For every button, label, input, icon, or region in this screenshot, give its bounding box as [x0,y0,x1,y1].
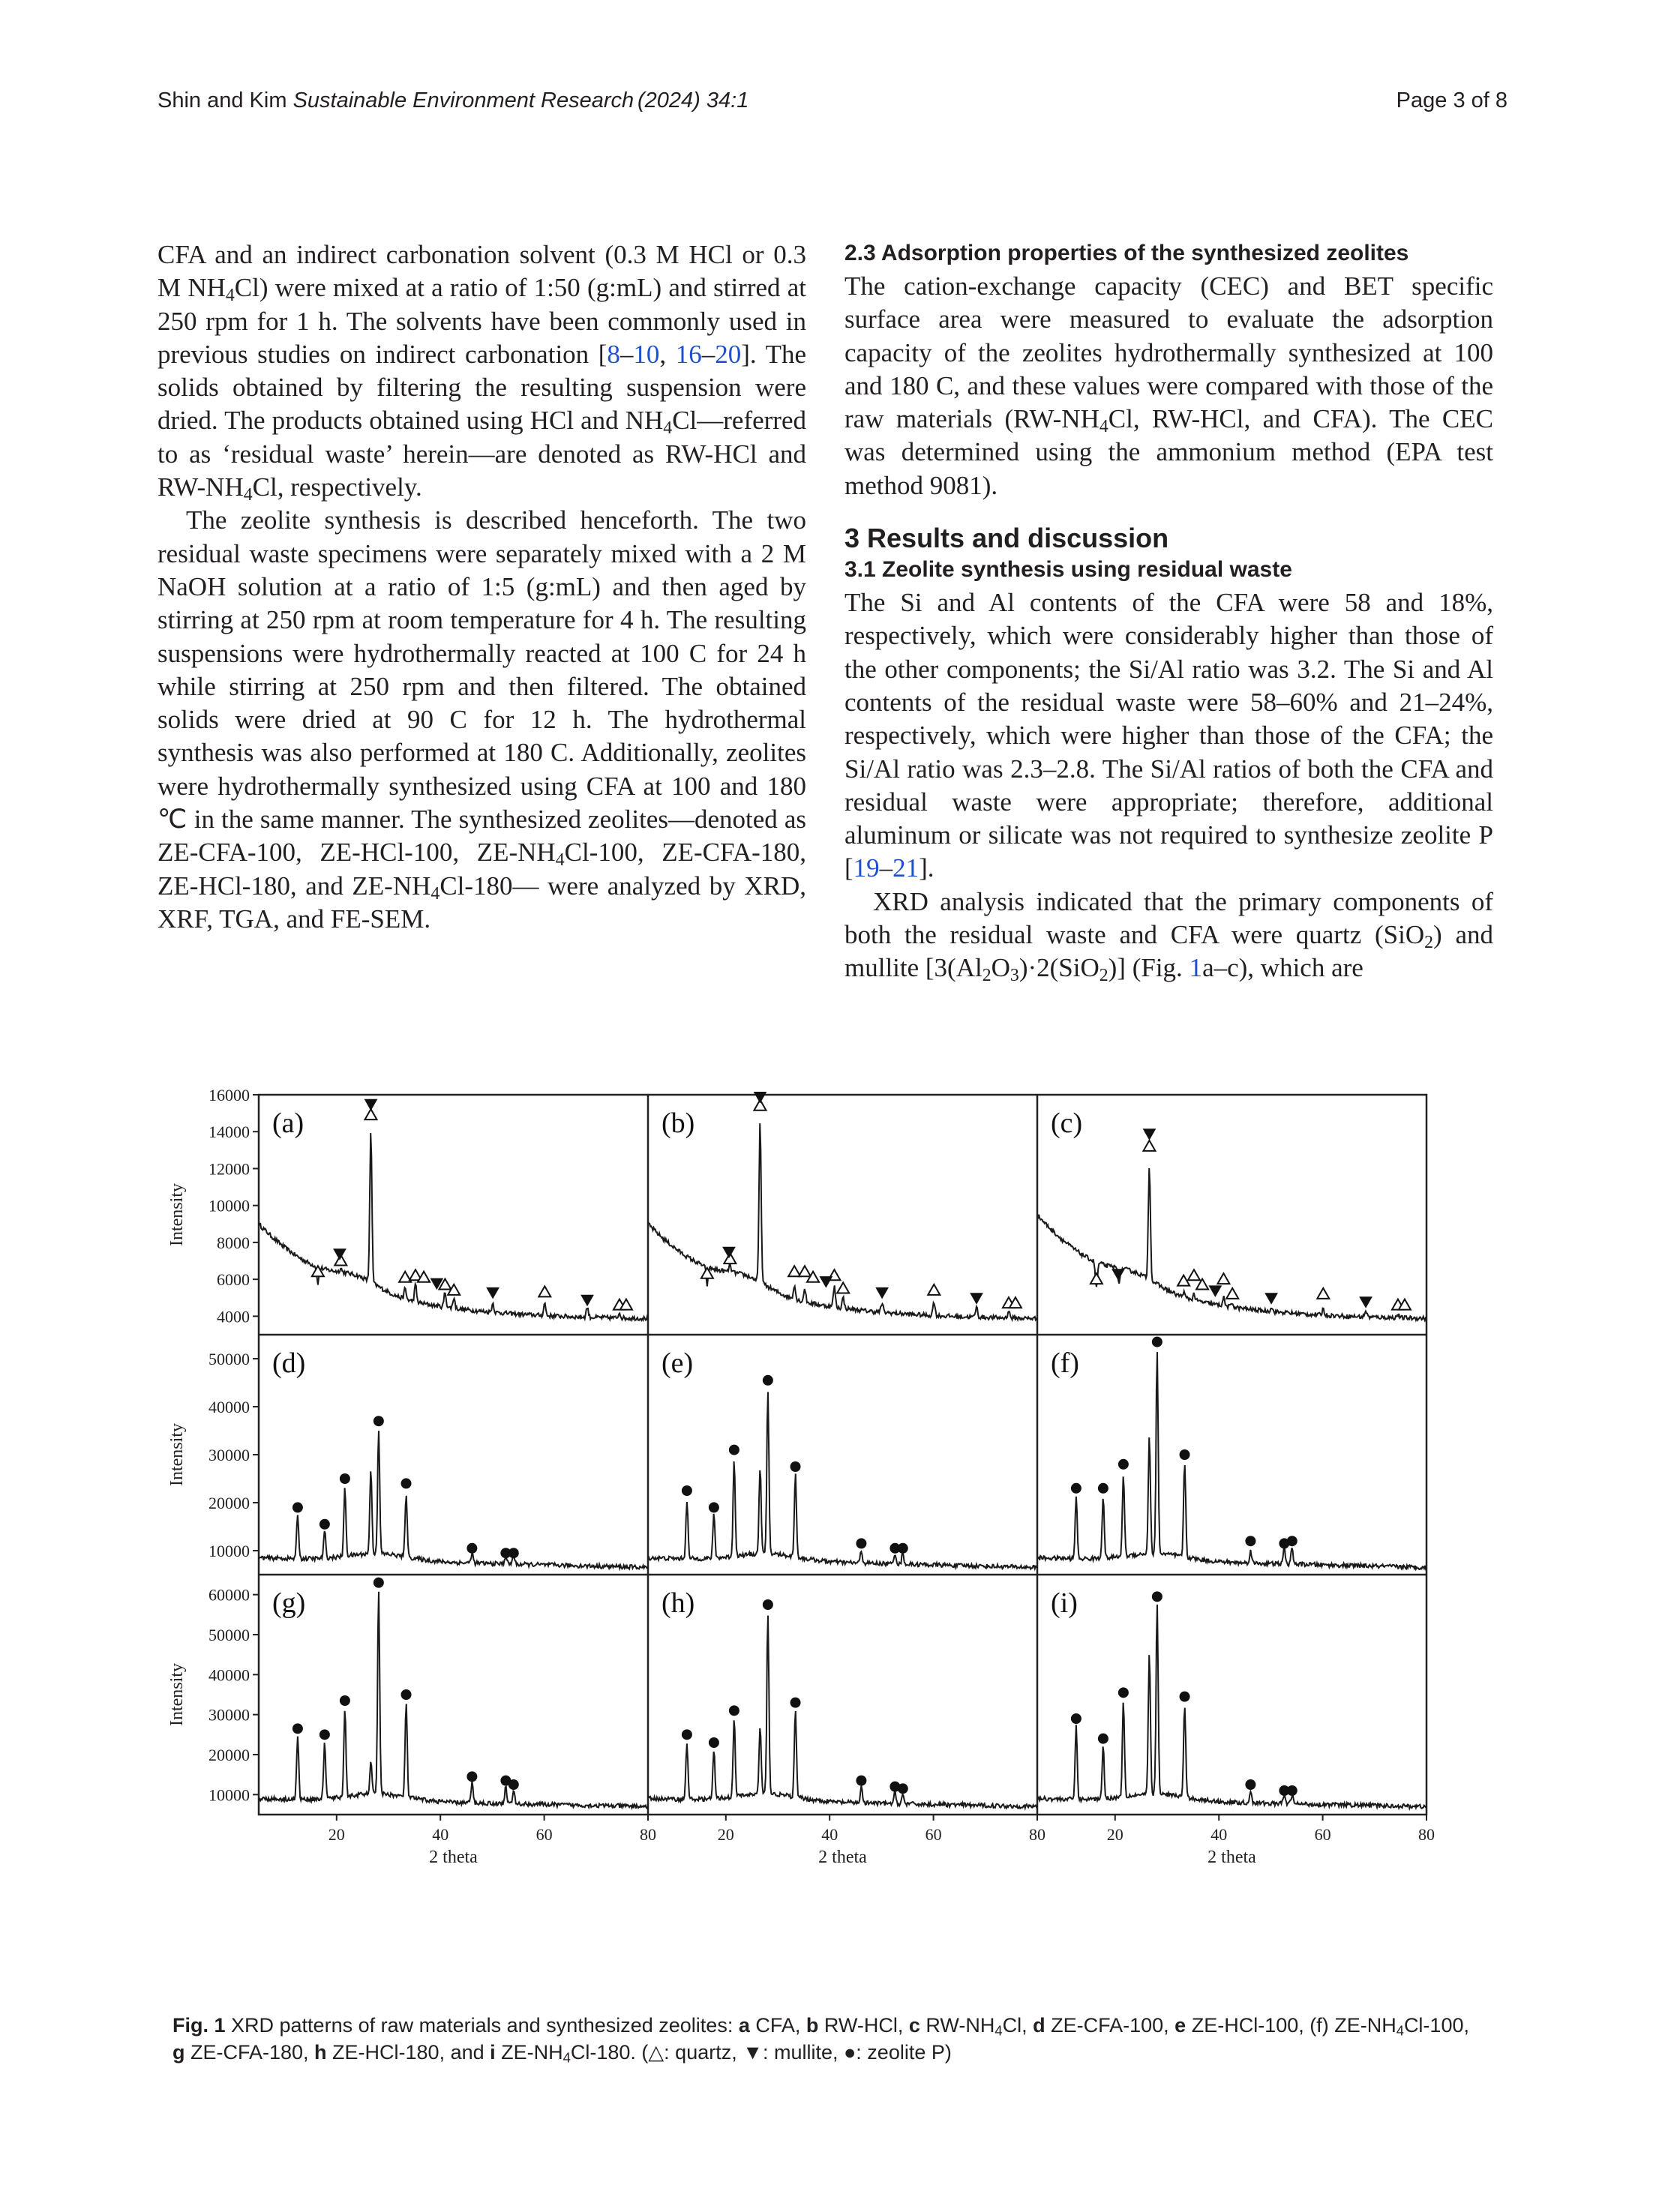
y-tick-label: 14000 [208,1122,250,1142]
running-header [158,88,1508,118]
xrd-pattern-line [259,1431,648,1569]
citation-link[interactable]: 21 [892,853,920,883]
zeolite-p-marker [1071,1713,1082,1724]
x-tick-label: 40 [1210,1825,1228,1844]
xrd-pattern-line [1037,1605,1426,1809]
x-tick-label: 20 [717,1825,734,1844]
zeolite-p-marker [729,1445,740,1455]
mullite-marker [876,1287,888,1298]
zeolite-p-marker [320,1519,330,1530]
zeolite-p-marker [856,1538,866,1548]
citation-link[interactable]: 10 [633,339,660,369]
figure-caption: Fig. 1 XRD patterns of raw materials and synthesized zeolites: a CFA, b RW-HCl, c $RW-NH_4Cl$, d ZE-CFA-100, e ZE-HCl-100, (f) $ZE-NH_4Cl-100$, g ZE-CFA-180, h ZE-HCl-180, and i $ZE-NH_4Cl-180$. (△: quartz, ▼: mullite, ●: zeolite P) [172,2014,1469,2066]
zeolite-p-marker [1152,1591,1162,1602]
panel-label: (b) [662,1107,695,1139]
paragraph-si-al-contents: The Si and Al contents of the CFA were 58 and 18%, respectively, which were considerably higher than those of the other components; the Si/Al ratio was 3.2. The Si and Al contents of the residual waste were 58–60% and 21–24%, respectively, which were higher than those of the CFA; the Si/Al ratio was 2.3–2.8. The Si/Al ratios of both the CFA and residual waste were appropriate; therefore, additional aluminum or silicate was not required to synthesize zeolite P [19–21]. [844,588,1493,883]
paragraph-zeolite-synthesis: The zeolite synthesis is described henceforth. The two residual waste specimens were separately mixed with a 2 M NaOH solution at a ratio of 1:5 (g:mL) and then aged by stirring at 250 rpm at room temperature for 4 h. The resulting suspensions were hydrothermally reacted at 100 C for 24 h while stirring at 250 rpm and then filtered. The obtained solids were dried at 90 C for 12 h. The hydrothermal synthesis was also performed at 180 C. Additionally, zeolites were hydrothermally synthesized using CFA at 100 and 180 ℃ in the same manner. The synthesized zeolites—denoted as ZE-CFA-100, ZE-HCl-100, $ZE-NH_4Cl-100$, ZE-CFA-180, ZE-HCl-180, and $ZE-NH_4Cl-180—$ were analyzed by XRD, XRF, TGA, and FE-SEM. [158,505,807,934]
plot-frame [259,1095,1426,1815]
zeolite-p-marker [401,1689,412,1700]
y-tick-label: 40000 [208,1665,250,1685]
zeolite-p-marker [1180,1449,1190,1460]
zeolite-p-marker [1245,1536,1256,1546]
mullite-marker [581,1295,593,1305]
zeolite-p-marker [682,1485,692,1496]
zeolite-p-marker [508,1779,519,1790]
zeolite-p-marker [763,1375,773,1386]
zeolite-p-marker [1287,1785,1298,1796]
y-tick-label: 10000 [208,1785,250,1805]
quartz-symbol: △ [648,2041,664,2064]
zeolite-p-marker [709,1737,719,1748]
quartz-marker [1090,1273,1102,1284]
x-tick-label: 60 [1314,1825,1331,1844]
zeolite-p-marker [292,1502,303,1512]
zeolite-p-marker [1152,1337,1162,1347]
xrd-pattern-line [259,1592,648,1809]
xrd-pattern-line [648,1616,1037,1809]
quartz-marker [928,1284,940,1295]
zeolite-p-marker [1287,1536,1298,1546]
mullite-marker [364,1099,376,1110]
panel-label: (h) [662,1587,695,1619]
quartz-marker [538,1286,550,1296]
header-year-volume: (2024) 34:1 [638,88,749,112]
y-tick-label: 30000 [208,1446,250,1464]
right-column [844,238,1493,985]
zeolite-p-marker [320,1729,330,1740]
x-tick-label: 20 [1106,1825,1124,1844]
quartz-marker [1143,1140,1155,1151]
zeolite-p-marker [790,1461,801,1472]
zeolite-p-marker [898,1543,908,1554]
x-tick-label: 80 [640,1825,656,1844]
y-axis-label: Intensity [167,1183,187,1246]
panel-label: (e) [662,1347,694,1379]
quartz-marker [1226,1288,1238,1299]
mullite-marker [754,1092,766,1102]
y-tick-label: 10000 [208,1196,250,1215]
zeolite-p-marker [374,1578,384,1588]
quartz-marker [799,1266,811,1276]
xrd-pattern-line [648,1392,1037,1569]
x-tick-label: 40 [821,1825,838,1844]
citation-link[interactable]: 20 [715,339,742,369]
panel-label: (c) [1051,1107,1083,1139]
y-tick-label: 16000 [208,1086,250,1105]
x-tick-label: 80 [1029,1825,1046,1844]
mullite-marker [1265,1293,1277,1304]
zeolite-p-symbol: ● [843,2041,856,2064]
zeolite-p-marker [292,1723,303,1734]
quartz-marker [1217,1273,1229,1284]
y-tick-label: 30000 [208,1705,250,1725]
zeolite-p-marker [1098,1483,1108,1494]
zeolite-p-marker [898,1783,908,1794]
citation-link[interactable]: 8 [607,339,620,369]
paragraph-xrd-analysis: XRD analysis indicated that the primary components of both the residual waste and CFA were quartz (SiO$_2$) and mullite $[3(Al_2O_3)\cdot 2(SiO_2)]$ (Fig. 1a–c), which are [844,886,1493,986]
page-number: Page 3 of 8 [1396,88,1508,112]
figure-1 [161,1080,1496,2013]
panel-label: (f) [1051,1347,1079,1379]
left-column [158,238,806,936]
citation-link[interactable]: 16 [675,339,702,369]
x-tick-label: 60 [536,1825,553,1844]
x-tick-label: 80 [1418,1825,1435,1844]
x-tick-label: 60 [925,1825,942,1844]
y-axis-label: Intensity [167,1663,187,1726]
xrd-patterns-chart [161,1080,1496,2010]
y-tick-label: 8000 [217,1233,250,1252]
section-heading-2-3: 2.3 Adsorption properties of the synthesized zeolites [844,241,1409,265]
zeolite-p-marker [1118,1687,1129,1698]
x-tick-label: 40 [432,1825,449,1844]
zeolite-p-marker [374,1416,384,1426]
panel-label: (i) [1051,1587,1078,1619]
mullite-marker [334,1249,346,1260]
panel-label: (g) [272,1587,306,1619]
mullite-marker [1360,1297,1372,1308]
panel-label: (d) [272,1347,306,1379]
mullite-marker [820,1277,832,1287]
mullite-symbol: ▼ [742,2041,763,2064]
zeolite-p-marker [763,1599,773,1610]
zeolite-p-marker [1118,1459,1129,1470]
figure-link[interactable]: 1 [1189,953,1203,983]
section-heading-3: 3 Results and discussion [844,523,1169,554]
zeolite-p-marker [340,1695,350,1706]
zeolite-p-marker [466,1771,477,1782]
citation-link[interactable]: 19 [853,853,880,883]
y-tick-label: 60000 [208,1585,250,1605]
panel-label: (a) [272,1107,304,1139]
paragraph-cfa-carbonation: CFA and an indirect carbonation solvent (0.3 M HCl or 0.3 M $NH_4Cl$) were mixed at a ratio of 1:50 (g:mL) and stirred at 250 rpm for 1 h. The solvents have been commonly used in previous studies on indirect carbonation [8–10, 16–20]. The solids obtained by filtering the resulting suspension were dried. The products obtained using HCl and $NH_4Cl—referred$ to as ‘residual waste’ herein—are denoted as RW-HCl and $RW-NH_4Cl$, respectively. [158,240,806,505]
zeolite-p-marker [466,1543,477,1554]
mullite-marker [487,1287,499,1298]
mullite-marker [723,1247,735,1257]
quartz-marker [837,1282,849,1293]
y-tick-label: 10000 [208,1542,250,1560]
xrd-pattern-line [1037,1352,1426,1569]
zeolite-p-marker [709,1502,719,1512]
y-tick-label: 50000 [208,1350,250,1368]
zeolite-p-marker [790,1698,801,1708]
mullite-marker [970,1293,982,1304]
mullite-marker [1143,1129,1155,1140]
zeolite-p-marker [1180,1692,1190,1702]
y-axis-label: Intensity [167,1423,187,1486]
x-tick-label: 20 [328,1825,345,1844]
y-tick-label: 20000 [208,1746,250,1764]
zeolite-p-marker [1098,1734,1108,1744]
y-tick-label: 20000 [208,1494,250,1512]
paragraph-adsorption: The cation-exchange capacity (CEC) and BET specific surface area were measured to evaluate the adsorption capacity of the zeolites hydrothermally synthesized at 100 and 180 C, and these values were compared with those of the raw materials ($RW-NH_4Cl$, RW-HCl, and CFA). The CEC was determined using the ammonium method (EPA test method 9081). [844,271,1493,500]
zeolite-p-marker [1245,1779,1256,1790]
y-tick-label: 40000 [208,1398,250,1416]
zeolite-p-marker [340,1473,350,1484]
y-tick-label: 6000 [217,1270,250,1290]
zeolite-p-marker [856,1776,866,1786]
x-axis-label: 2 theta [429,1848,478,1867]
mullite-marker [1112,1269,1124,1280]
quartz-marker [788,1266,800,1276]
y-tick-label: 50000 [208,1626,250,1644]
quartz-marker [1188,1269,1200,1280]
y-tick-label: 12000 [208,1159,250,1179]
zeolite-p-marker [1071,1483,1082,1494]
zeolite-p-marker [682,1729,692,1740]
x-axis-label: 2 theta [818,1848,867,1867]
header-authors-journal: Shin and Kim Sustainable Environment Research [158,88,634,112]
zeolite-p-marker [729,1705,740,1716]
zeolite-p-marker [401,1478,412,1488]
x-axis-label: 2 theta [1208,1848,1256,1867]
mullite-marker [1209,1286,1221,1296]
zeolite-p-marker [508,1548,519,1558]
y-tick-label: 4000 [217,1307,250,1326]
section-heading-3-1: 3.1 Zeolite synthesis using residual waste [844,557,1292,583]
quartz-marker [1317,1288,1329,1299]
